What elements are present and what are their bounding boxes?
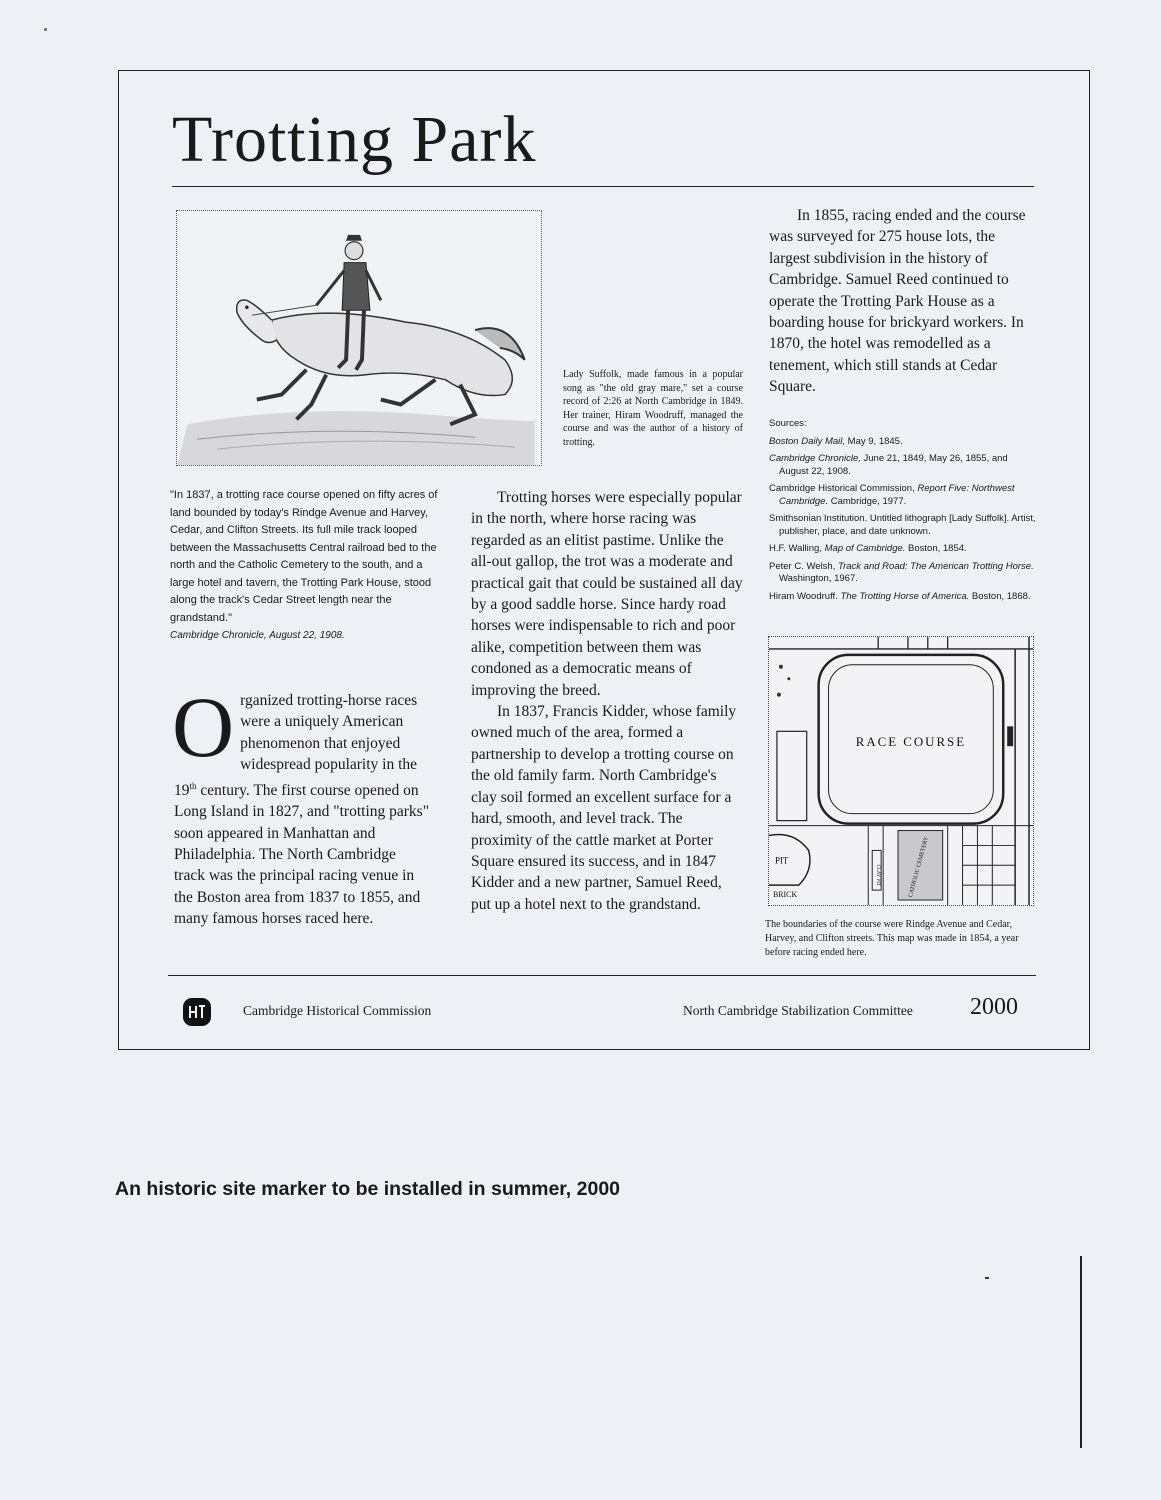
sources-heading: Sources: <box>769 418 807 429</box>
horse-rider-illustration <box>177 211 541 465</box>
horse-caption: Lady Suffolk, made famous in a popular song as "the old gray mare," set a course record of 2:26 at North Cambridge in 1849. Her trainer, Hiram Woodruff, managed the course and was the author of a history of trotting. <box>563 369 743 448</box>
sources-list <box>769 418 1039 608</box>
scan-edge-line <box>1080 1256 1082 1448</box>
quote-citation-date: August 22, 1908. <box>266 630 345 641</box>
source-item: Peter C. Welsh, Track and Road: The American Trotting Horse. Washington, 1967. <box>769 560 1034 584</box>
source-item: Boston Daily Mail, May 9, 1845. <box>769 435 903 447</box>
source-item: Cambridge Chronicle, June 21, 1849, May 26, 1855, and August 22, 1908. <box>769 453 1008 477</box>
map-caption: The boundaries of the course were Rindge Avenue and Cedar, Harvey, and Clifton streets. This map was made in 1854, a year before racing ended here. <box>765 919 1019 958</box>
footer-year: 2000 <box>970 994 1018 1020</box>
map-drawing <box>769 637 1033 905</box>
installation-note: An historic site marker to be installed in summer, 2000 <box>115 1178 621 1200</box>
column-middle <box>471 487 743 915</box>
source-item: H.F. Walling, Map of Cambridge. Boston, 1854. <box>769 543 967 554</box>
scan-speck <box>985 1277 989 1279</box>
map-label-pit: PIT <box>774 855 789 866</box>
page-title: Trotting Park <box>172 103 537 176</box>
commission-logo-icon <box>182 997 212 1027</box>
middle-paragraph-2: In 1837, Francis Kidder, whose family owned much of the area, formed a partnership to develop a trotting course on the old family farm. North Cambridge's clay soil formed an excellent surface for a hard, smooth, and level track. The proximity of the cattle market at Porter Square ensured its success, and in 1847 Kidder and a new partner, Samuel Reed, put up a hotel next to the grandstand. <box>471 703 737 913</box>
intro-text-a: rganized trotting-horse races were a uniquely American phenomenon that enjoyed widespread popularity in the 19 <box>174 692 418 799</box>
map-label-race-course: RACE COURSE <box>855 735 967 750</box>
source-item: Hiram Woodruff. The Trotting Horse of America. Boston, 1868. <box>769 590 1031 602</box>
historical-quote <box>170 487 442 645</box>
map-label-clay: CLAY PIT <box>875 864 881 886</box>
footer-rule <box>168 975 1036 976</box>
middle-paragraph-1: Trotting horses were especially popular in the north, where horse racing was regarded as an elitist pastime. Unlike the all-out gallop, the trot was a moderate and practical gait that could be sustained all day by a good saddle horse. Since hardy road horses were indispensable to rich and poor alike, competition between them was condoned as a democratic means of improving the breed. <box>471 489 743 699</box>
source-item: Smithsonian Institution. Untitled lithograph [Lady Suffolk]. Artist, publisher, place, and date unknown. <box>769 513 1036 537</box>
footer-committee: North Cambridge Stabilization Committee <box>683 1003 913 1018</box>
right-paragraph-1: In 1855, racing ended and the course was surveyed for 275 house lots, the largest subdivision in the history of Cambridge. Samuel Reed continued to operate the Trotting Park House as a boarding house for brickyard workers. In 1870, the hotel was remodelled as a tenement, which still stands at Cedar Square. <box>769 207 1026 396</box>
lady-suffolk-lithograph <box>176 210 542 466</box>
map-label-cemetery: CATHOLIC CEMETERY <box>907 836 930 898</box>
drop-cap: O <box>172 679 235 775</box>
quote-citation <box>170 630 345 641</box>
title-rule <box>172 186 1034 187</box>
intro-text-b: century. The first course opened on Long Island in 1827, and "trotting parks" soon appeared in Manhattan and Philadelphia. The North Cambridge track was the principal racing venue in the Boston area from 1837 to 1855, and many famous horses raced here. <box>174 781 430 928</box>
scan-speck <box>44 28 47 31</box>
map-label-brick: BRICK <box>772 890 798 900</box>
column-intro <box>172 679 430 930</box>
source-item: Cambridge Historical Commission, Report Five: Northwest Cambridge. Cambridge, 1977. <box>769 483 1015 507</box>
footer-commission: Cambridge Historical Commission <box>243 1003 432 1018</box>
column-right <box>769 205 1035 398</box>
race-course-map <box>768 636 1034 906</box>
intro-superscript: th <box>189 780 197 791</box>
quote-citation-title: Cambridge Chronicle, <box>170 630 267 641</box>
quote-text: "In 1837, a trotting race course opened on fifty acres of land bounded by today's Rindge Avenue and Harvey, Cedar, and Clifton Streets. Its full mile track looped between the Massachusetts Central railroad bed to the north and the Catholic Cemetery to the south, and a large hotel and tavern, the Trotting Park House, stood along the track's Cedar Street length near the grandstand." <box>170 489 438 624</box>
